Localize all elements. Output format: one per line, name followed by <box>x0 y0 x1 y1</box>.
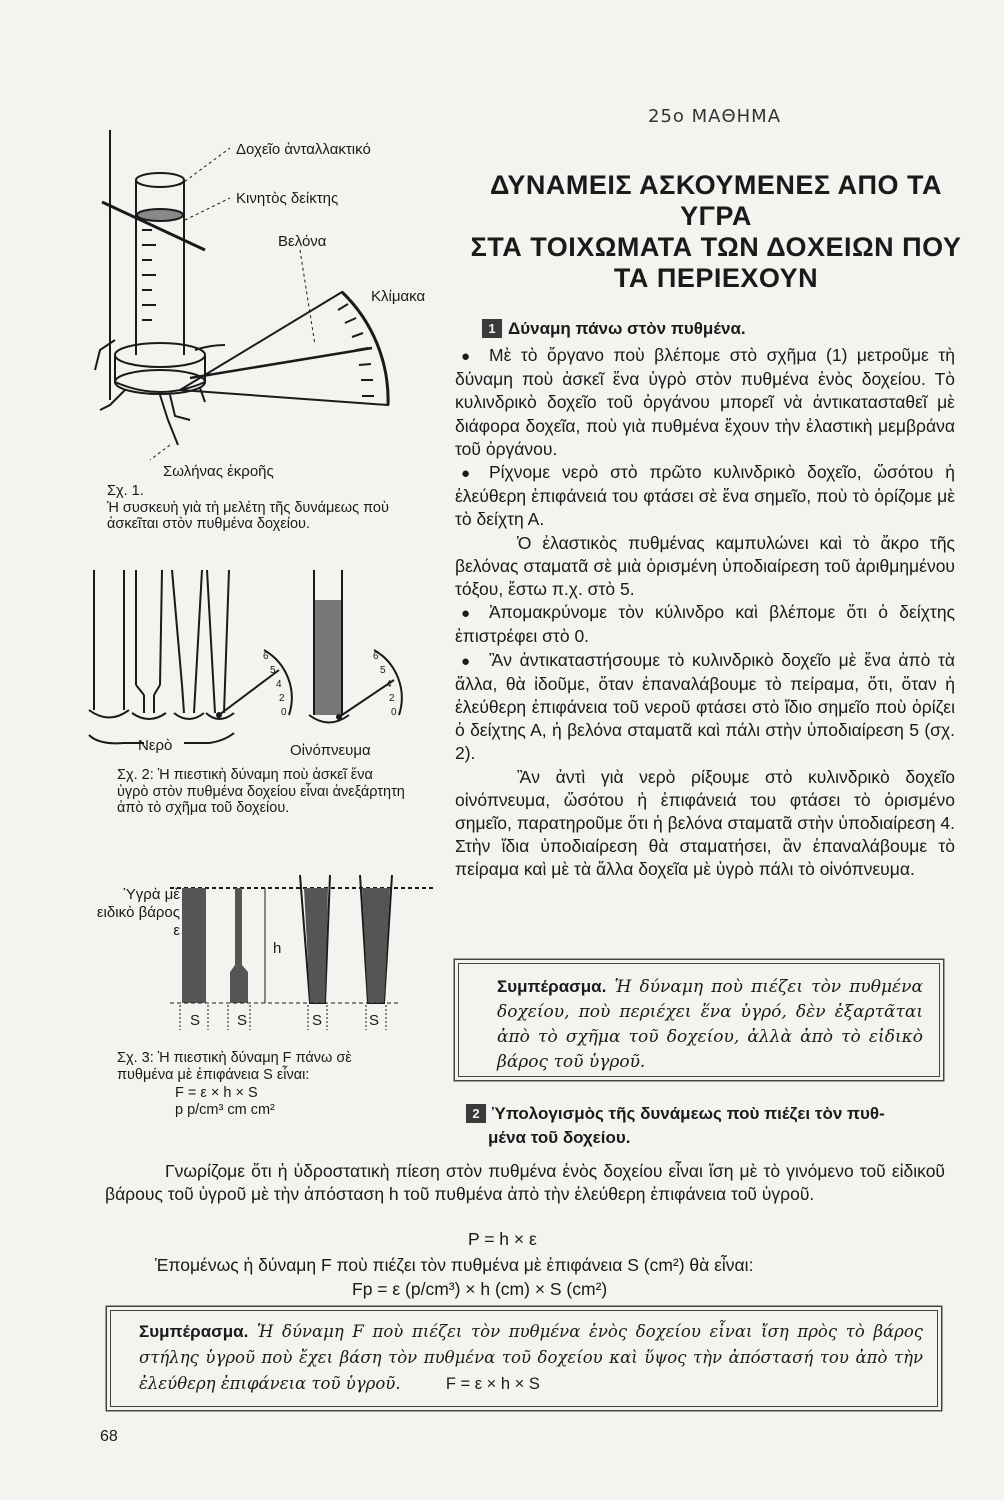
section-1-heading <box>482 319 746 339</box>
page-number: 68 <box>100 1428 118 1445</box>
conclusion-formula: F = ε × h × S <box>445 1375 540 1393</box>
section-2-heading <box>466 1102 946 1150</box>
label-s: S <box>190 1012 201 1029</box>
lesson-number: 25ο ΜΑΘΗΜΑ <box>648 106 782 127</box>
label-s: S <box>237 1012 248 1029</box>
dial-tick: 6 <box>373 651 379 662</box>
conclusion-label: Συμπέρασμα. <box>497 977 607 996</box>
figure-2-vessels <box>84 565 414 755</box>
title-line: ΥΓΡΑ <box>680 201 752 231</box>
label-water: Νερὸ <box>138 737 173 754</box>
section-number: 2 <box>466 1104 486 1123</box>
dial-tick: 4 <box>386 679 392 690</box>
figure-3-vessels <box>170 860 440 1040</box>
caption-label: Σχ. 1. <box>107 483 144 499</box>
section-1-body <box>455 344 955 882</box>
title-line: ΤΑ ΠΕΡΙΕΧΟΥΝ <box>613 263 819 293</box>
paragraph: ● Ρίχνομε νερὸ στὸ πρῶτο κυλινδρικὸ δοχεῖο, ὥσότου ἡ ἐλεύθερη ἐπιφάνειά του φτάσει σὲ ἕνα σημεῖο, ποὺ τὸ ὁρίζομε μὲ τὸ δείχτη Α. <box>455 461 955 532</box>
label-s: S <box>369 1012 380 1029</box>
label-needle: Βελόνα <box>278 233 327 250</box>
dial-tick: 0 <box>281 707 287 718</box>
label-drain: Σωλήνας ἐκροῆς <box>163 463 274 480</box>
section-title-cont: μένα τοῦ δοχείου. <box>488 1128 631 1147</box>
label-reservoir: Δοχεῖο ἀνταλλακτικό <box>236 141 371 158</box>
dial-tick: 2 <box>389 693 395 704</box>
label-s: S <box>312 1012 323 1029</box>
conclusion-text: Ἡ δύναμη ποὺ πιέζει τὸν πυθμένα δοχείου, ποὺ περιέχει ἕνα ὑγρό, δὲν ἐξαρτᾶται ἀπὸ τὸ σχῆμα τοῦ δοχείου, ἀλλὰ ἀπὸ τὸ εἰδικὸ βάρος τοῦ ὑγροῦ. <box>497 977 923 1072</box>
figure-3-formula: F = ε × h × S <box>175 1085 258 1101</box>
formula-force: Fp = ε (p/cm³) × h (cm) × S (cm²) <box>352 1279 608 1299</box>
figure-3-units: p p/cm³ cm cm² <box>175 1102 275 1118</box>
section-title: Δύναμη πάνω στὸν πυθμένα. <box>508 319 746 338</box>
dial-tick: 2 <box>279 693 285 704</box>
conclusion-content <box>111 1311 937 1397</box>
dial-tick: 5 <box>270 665 276 676</box>
caption-text: Ἡ συσκευὴ γιὰ τὴ μελέτη τῆς δυνάμεως ποὺ ἀσκεῖται στὸν πυθμένα δοχείου. <box>107 499 389 532</box>
dial-tick: 6 <box>263 651 269 662</box>
section-2-paragraph: Γνωρίζομε ὅτι ἡ ὑδροστατικὴ πίεση στὸν πυθμένα ἑνὸς δοχείου εἶναι ἴση μὲ τὸ γινόμενο τοῦ εἰδικοῦ βάρους τοῦ ὑγροῦ μὲ τὴν ἀπόσταση h τοῦ πυθμένα ἀπὸ τὴν ἐλεύθερη ἐπιφάνεια τοῦ ὑγροῦ. <box>105 1161 945 1205</box>
conclusion-content <box>459 964 939 1075</box>
paragraph: Ἂν ἀντὶ γιὰ νερὸ ρίξουμε στὸ κυλινδρικὸ δοχεῖο οἰνόπνευμα, ὥσότου ἡ ἐπιφάνειά του φτάσει τὸ ὁρισμένο σημεῖο, παρατηροῦμε ὅτι ἡ βελόνα σταματᾶ στὴν ὑποδιαίρεση 4. Στὴν ἴδια ὑποδιαίρεση θὰ σταματήσει, ἂν ἐπαναλάβουμε τὸ πείραμα καὶ μὲ τὰ ἄλλα δοχεῖα μὲ ὑγρὸ πάλι τὸ οἰνόπνευμα. <box>455 766 955 880</box>
label-scale: Κλίμακα <box>371 288 426 305</box>
section-number: 1 <box>482 319 502 338</box>
title-line: ΣΤΑ ΤΟΙΧΩΜΑΤΑ ΤΩΝ ΔΟΧΕΙΩΝ ΠΟΥ <box>470 232 962 262</box>
label-alcohol: Οἰνόπνευμα <box>290 742 371 759</box>
dial-tick: 0 <box>391 707 397 718</box>
conclusion-label: Συμπέρασμα. <box>139 1322 249 1341</box>
label-pointer: Κινητὸς δείκτης <box>236 190 339 207</box>
formula-pressure: P = h × ε <box>468 1229 537 1249</box>
dial-tick: 4 <box>276 679 282 690</box>
paragraph: ● Μὲ τὸ ὄργανο ποὺ βλέπομε στὸ σχῆμα (1) μετροῦμε τὴ δύναμη ποὺ ἀσκεῖ ἕνα ὑγρὸ στὸν πυθμένα ἑνὸς δοχείου. Τὸ κυλινδρικὸ δοχεῖο τοῦ ὀργάνου μπορεῖ νὰ ἀντικατασταθεῖ μὲ διάφορα δοχεῖα, ποὺ γιὰ πυθμένα ἔχουν τὴν ἐλαστικὴ μεμβράνα τοῦ ὀργάνου. <box>455 344 955 461</box>
figure-3-caption: Σχ. 3: Ἡ πιεστικὴ δύναμη F πάνω σὲ πυθμένα μὲ ἐπιφάνεια S εἶναι: <box>117 1050 352 1083</box>
figure-2-caption: Σχ. 2: Ἡ πιεστικὴ δύναμη ποὺ ἀσκεῖ ἕνα ὑγρὸ στὸν πυθμένα δοχείου εἶναι ἀνεξάρτητη ἀπὸ τὸ σχῆμα τοῦ δοχείου. <box>117 767 405 816</box>
title-line: ΔΥΝΑΜΕΙΣ ΑΣΚΟΥΜΕΝΕΣ ΑΠΟ ΤΑ <box>489 170 943 200</box>
paragraph: Ὁ ἐλαστικὸς πυθμένας καμπυλώνει καὶ τὸ ἄκρο τῆς βελόνας σταματᾶ σὲ μιὰ ὁρισμένη ὑποδιαίρεση τοῦ ἀριθμημένου τόξου, ἔστω π.χ. στὸ 5. <box>455 532 955 600</box>
label-h: h <box>273 940 282 957</box>
page-title <box>462 170 970 294</box>
dial-tick: 5 <box>380 665 386 676</box>
conclusion-box-2 <box>110 1310 938 1407</box>
conclusion-box-1 <box>458 963 940 1077</box>
paragraph: ● Ἀπομακρύνομε τὸν κύλινδρο καὶ βλέπομε ὅτι ὁ δείχτης ἐπιστρέφει στὸ 0. <box>455 601 955 648</box>
paragraph: ● Ἂν ἀντικαταστήσουμε τὸ κυλινδρικὸ δοχεῖο μὲ ἕνα ἀπὸ τὰ ἄλλα, θὰ ἰδοῦμε, ὅταν ἐπαναλάβουμε τὸ πείραμα, ὅτι, ὅταν ἡ ἐλεύθερη ἐπιφάνεια τοῦ νεροῦ φτάσει στὸ ἴδιο σημεῖο ποὺ ὁρίζει ὁ δείχτης Α, ἡ βελόνα σταματᾶ καὶ πάλι στὴν ὑποδιαίρεση 5 (σχ. 2). <box>455 649 955 766</box>
section-title: Ὑπολογισμὸς τῆς δυνάμεως ποὺ πιέζει τὸν πυθ- <box>492 1104 885 1123</box>
label-liquids: Ὑγρὰ μὲ ειδικὸ βάρος ε <box>96 886 180 939</box>
figure-1-caption <box>107 483 427 533</box>
formula-lead-text: Ἑπομένως ἡ δύναμη F ποὺ πιέζει τὸν πυθμένα μὲ ἐπιφάνεια S (cm²) θὰ εἶναι: <box>155 1255 754 1275</box>
conclusion-text: Ἡ δύναμη F ποὺ πιέζει τὸν πυθμένα ἑνὸς δοχείου εἶναι ἴση πρὸς τὸ βάρος στήλης ὑγροῦ ποὺ ἔχει βάση τὸν πυθμένα τοῦ δοχείου καὶ ὕψος τὴν ἀπόστασή του ἀπὸ τὴν ἐλεύθερη ἐπιφάνεια τοῦ ὑγροῦ. <box>139 1322 924 1393</box>
